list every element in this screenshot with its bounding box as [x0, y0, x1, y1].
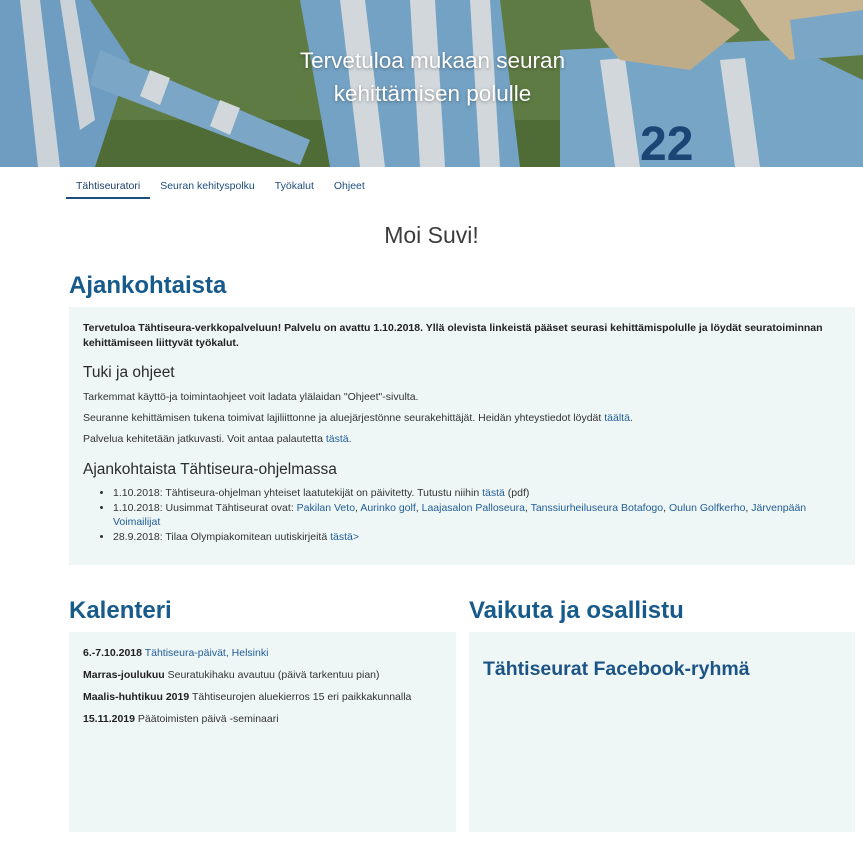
event-date: 15.11.2019: [83, 713, 135, 725]
item3-text: 28.9.2018: Tilaa Olympiakomitean uutiskirjeitä: [113, 531, 331, 543]
calendar-event: [83, 668, 442, 682]
facebook-group-link[interactable]: Tähtiseurat Facebook-ryhmä: [483, 658, 750, 680]
club-link-botafogo[interactable]: Tanssiurheiluseura Botafogo: [530, 502, 664, 514]
item2-text: 1.10.2018: Uusimmat Tähtiseurat ovat:: [113, 502, 297, 514]
list-item: • 1.10.2018: Uusimmat Tähtiseurat ovat: Pakilan Veto, Aurinko golf, Laajasalon Palloseura, Tanssiurheiluseura Botafogo, Oulun Golfkerho, Järvenpään Voimailijat: [113, 501, 841, 529]
support-p2-end: .: [629, 412, 633, 424]
hero-banner: [0, 0, 863, 167]
support-heading: Tuki ja ohjeet: [83, 364, 175, 381]
event-link[interactable]: Tähtiseura-päivät, Helsinki: [144, 647, 269, 659]
item1-text: 1.10.2018: Tähtiseura-ohjelman yhteiset laatutekijät on päivitetty. Tutustu niihin: [113, 487, 483, 499]
hero-title-line1: Tervetuloa mukaan seuran: [299, 48, 566, 73]
news-heading: Ajankohtaista: [69, 272, 227, 299]
hero-title: [250, 44, 615, 110]
news-panel: [69, 307, 855, 565]
hero-title-line2: kehittämisen polulle: [333, 81, 532, 106]
quality-factors-link[interactable]: tästä: [482, 487, 505, 499]
event-date: 6.-7.10.2018: [83, 647, 142, 659]
list-item: [113, 486, 841, 500]
club-link-oulun-golfkerho[interactable]: Oulun Golfkerho: [668, 502, 746, 514]
event-date: Marras-joulukuu: [83, 669, 165, 681]
support-paragraph-1: Tarkemmat käyttö-ja toimintaohjeet voit ladata ylälaidan "Ohjeet"-sivulta.: [83, 391, 419, 403]
support-p3-text: Palvelua kehitetään jatkuvasti. Voit antaa palautetta: [83, 433, 326, 445]
club-link-jarvenpaan-voimailijat[interactable]: Järvenpään Voimailijat: [113, 502, 807, 528]
main-nav-tabs: [66, 172, 375, 199]
event-text: Seuratukihaku avautuu (päivä tarkentuu pian): [167, 669, 380, 681]
tab-ohjeet[interactable]: Ohjeet: [333, 180, 365, 192]
club-link-laajasalon-palloseura[interactable]: Laajasalon Palloseura: [421, 502, 525, 514]
calendar-heading: Kalenteri: [69, 597, 172, 624]
participate-panel: [469, 632, 855, 832]
tab-tahtiseuratori[interactable]: Tähtiseuratori: [66, 172, 150, 199]
club-link-aurinko-golf[interactable]: Aurinko golf: [360, 502, 416, 514]
event-date: Maalis-huhtikuu 2019: [83, 691, 190, 703]
event-text: Päätoimisten päivä -seminaari: [137, 713, 279, 725]
tab-tyokalut[interactable]: Työkalut: [274, 180, 314, 192]
tab-seuran-kehityspolku[interactable]: Seuran kehityspolku: [160, 180, 255, 192]
program-heading: Ajankohtaista Tähtiseura-ohjelmassa: [83, 461, 337, 478]
support-paragraph-2: [83, 411, 841, 425]
support-p3-end: .: [348, 433, 352, 445]
support-paragraph-3: [83, 432, 841, 446]
support-p2-text: Seuranne kehittämisen tukena toimivat lajiliittonne ja aluejärjestönne seurakehittäjät. Heidän yhteystiedot löydät: [83, 412, 605, 424]
program-news-list: [83, 486, 841, 544]
contacts-link[interactable]: täältä: [604, 412, 630, 424]
event-text: Tähtiseurojen aluekierros 15 eri paikkakunnalla: [191, 691, 412, 703]
item1-end: (pdf): [504, 487, 530, 499]
calendar-event: [83, 690, 442, 704]
calendar-event: [83, 646, 442, 660]
calendar-event: [83, 712, 442, 726]
news-intro: Tervetuloa Tähtiseura-verkkopalveluun! Palvelu on avattu 1.10.2018. Yllä olevista linkeistä pääset seurasi kehittämispolulle ja löydät seuratoiminnan kehittämiseen liittyvät työkalut.: [83, 322, 823, 349]
participate-heading: Vaikuta ja osallistu: [469, 597, 684, 624]
list-item: [113, 530, 841, 544]
greeting: Moi Suvi!: [384, 222, 479, 248]
club-link-pakilan-veto[interactable]: Pakilan Veto: [296, 502, 356, 514]
newsletter-link[interactable]: tästä>: [330, 531, 360, 543]
calendar-panel: [69, 632, 456, 832]
feedback-link[interactable]: tästä: [325, 433, 349, 445]
